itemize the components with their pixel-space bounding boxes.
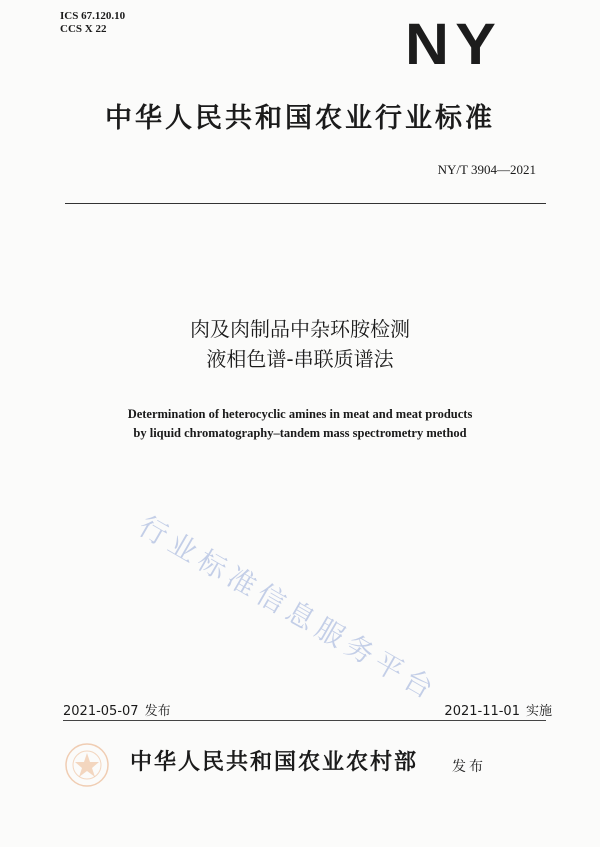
publisher-name: 中华人民共和国农业农村部 (130, 750, 419, 775)
ministry-seal-icon (64, 742, 110, 788)
standard-number: NY/T 3904—2021 (437, 162, 536, 177)
issue-date-value: 2021-05-07 (63, 704, 139, 719)
chinese-title-line-2: 液相色谱-串联质谱法 (206, 347, 394, 371)
ics-code: ICS 67.120.10 (60, 10, 126, 22)
implementation-date-value: 2021-11-01 (444, 704, 520, 719)
ny-logo: NY (405, 12, 503, 77)
english-title (0, 405, 600, 443)
english-title-line-2: by liquid chromatography–tandem mass spectrometry method (133, 426, 467, 440)
ccs-code: CCS X 22 (60, 23, 107, 35)
issue-date (63, 700, 171, 719)
issue-date-label: 发布 (144, 704, 171, 719)
standard-category-title: 中华人民共和国农业行业标准 (105, 103, 495, 134)
english-title-line-1: Determination of heterocyclic amines in meat and meat products (127, 407, 473, 421)
header-divider (65, 203, 546, 204)
implementation-date-label: 实施 (525, 704, 552, 719)
chinese-title-line-1: 肉及肉制品中杂环胺检测 (190, 317, 410, 341)
publish-label: 发布 (452, 759, 486, 775)
footer-divider (63, 720, 546, 721)
implementation-date (444, 700, 552, 719)
classification-codes (60, 10, 125, 36)
watermark-text: 行业标准信息服务平台 (133, 509, 444, 708)
chinese-title (0, 314, 600, 374)
